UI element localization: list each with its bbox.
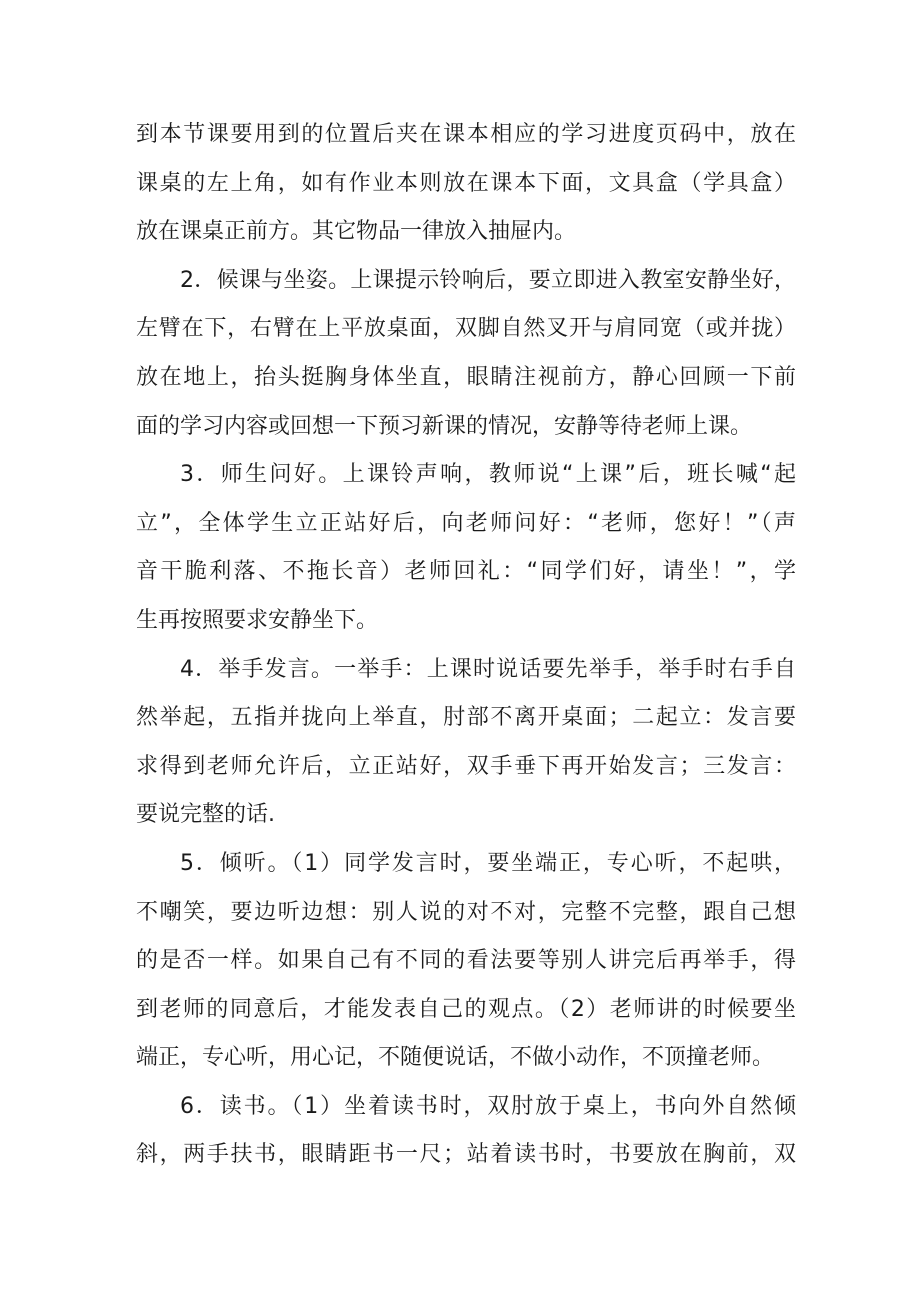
paragraph-continuation: [136, 111, 796, 257]
text-line: 5．倾听。（1）同学发言时，要坐端正，专心听，不起哄，: [180, 850, 796, 876]
text-line: 2．候课与坐姿。上课提示铃响后，要立即进入教室安静坐好，: [180, 267, 796, 293]
paragraph-listening: [136, 840, 796, 1083]
paragraph-waiting-and-posture: [136, 257, 796, 451]
text-line: 3．师生问好。上课铃声响，教师说“上课”后，班长喊“起: [180, 462, 796, 488]
text-line: 的是否一样。如果自己有不同的看法要等别人讲完后再举手，得: [136, 948, 796, 974]
text-line: 6．读书。（1）坐着读书时，双肘放于桌上，书向外自然倾: [180, 1093, 796, 1119]
text-line: 然举起，五指并拢向上举直，肘部不离开桌面；二起立：发言要: [136, 705, 796, 731]
text-line: 课桌的左上角，如有作业本则放在课本下面，文具盒（学具盒）: [136, 170, 796, 196]
text-line: 求得到老师允许后，立正站好，双手垂下再开始发言；三发言：: [136, 753, 796, 779]
text-line: 端正，专心听，用心记，不随便说话，不做小动作，不顶撞老师。: [136, 1045, 775, 1071]
document-body: [136, 111, 796, 1180]
text-line: 面的学习内容或回想一下预习新课的情况，安静等待老师上课。: [136, 413, 753, 439]
text-line: 斜，两手扶书，眼睛距书一尺；站着读书时，书要放在胸前，双: [136, 1142, 796, 1168]
text-line: 立”，全体学生立正站好后，向老师问好：“老师，您好！”（声: [136, 510, 796, 536]
text-line: 放在课桌正前方。其它物品一律放入抽屉内。: [136, 219, 577, 245]
paragraph-reading: [136, 1083, 796, 1180]
text-line: 到老师的同意后，才能发表自己的观点。（2）老师讲的时候要坐: [136, 996, 796, 1022]
paragraph-raising-hands: [136, 646, 796, 840]
paragraph-greeting: [136, 451, 796, 645]
text-line: 生再按照要求安静坐下。: [136, 607, 379, 633]
text-line: 要说完整的话.: [136, 802, 275, 828]
text-line: 左臂在下，右臂在上平放桌面，双脚自然叉开与肩同宽（或并拢）: [136, 316, 796, 342]
text-line: 到本节课要用到的位置后夹在课本相应的学习进度页码中，放在: [136, 122, 796, 147]
text-line: 音干脆利落、不拖长音）老师回礼：“同学们好，请坐！”，学: [136, 559, 796, 585]
text-line: 放在地上，抬头挺胸身体坐直，眼睛注视前方，静心回顾一下前: [136, 364, 796, 390]
text-line: 不嘲笑，要边听边想：别人说的对不对，完整不完整，跟自己想: [136, 899, 796, 925]
text-line: 4．举手发言。一举手：上课时说话要先举手，举手时右手自: [180, 656, 796, 682]
